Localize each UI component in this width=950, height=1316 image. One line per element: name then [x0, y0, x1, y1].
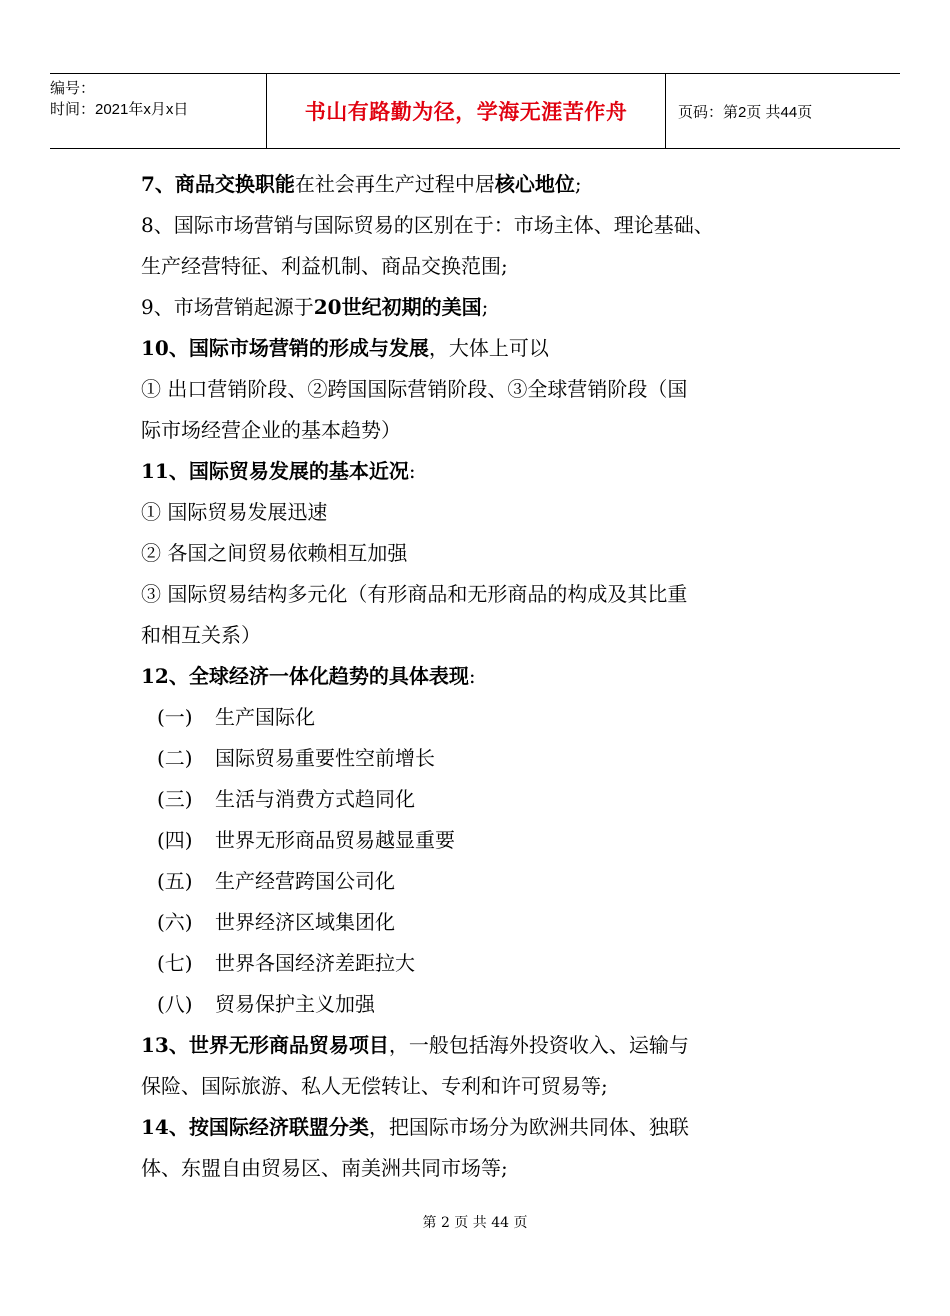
item-7: [141, 164, 841, 205]
list-item-text: 世界经济区域集团化: [215, 910, 395, 934]
item-11-point-1: ① 国际贸易发展迅速: [141, 500, 328, 524]
item-13: [141, 1025, 841, 1066]
page-header: [50, 73, 900, 149]
header-page-code: 页码：第2页 共44页: [678, 103, 813, 121]
item-10-text: ，大体上可以: [428, 336, 549, 360]
list-item-text: 生产国际化: [215, 705, 315, 729]
item-8-line-2: 生产经营特征、利益机制、商品交换范围;: [141, 254, 508, 278]
item-12: [141, 656, 841, 697]
item-9-end: ;: [481, 295, 489, 319]
item-13-term: 13、世界无形商品贸易项目: [141, 1033, 389, 1057]
item-10-line-3: 际市场经营企业的基本趋势）: [141, 418, 401, 442]
item-11-colon: :: [408, 459, 416, 483]
list-item-number: (六): [157, 910, 193, 934]
item-14-text: ，把国际市场分为欧洲共同体、独联: [368, 1115, 689, 1139]
item-10-line-2: ① 出口营销阶段、②跨国国际营销阶段、③全球营销阶段（国: [141, 377, 688, 401]
document-time-label: 时间：2021年x月x日: [50, 101, 189, 118]
item-14-term: 14、按国际经济联盟分类: [141, 1115, 369, 1139]
list-item: [141, 779, 841, 820]
item-11-point-3-line-1: ③ 国际贸易结构多元化（有形商品和无形商品的构成及其比重: [141, 582, 688, 606]
document-number-label: 编号：: [50, 80, 96, 97]
list-item: [141, 861, 841, 902]
page-footer: 第 2 页 共 44 页: [422, 1215, 528, 1231]
list-item: [141, 738, 841, 779]
header-meta: [50, 74, 266, 148]
item-9-text: 9、市场营销起源于: [141, 295, 314, 319]
list-item-number: (七): [157, 951, 193, 975]
item-9: [141, 287, 841, 328]
list-item: [141, 984, 841, 1025]
item-14: [141, 1107, 841, 1148]
item-13-line-2: 保险、国际旅游、私人无偿转让、专利和许可贸易等;: [141, 1074, 608, 1098]
list-item-number: (三): [157, 787, 193, 811]
item-10-term: 10、国际市场营销的形成与发展: [141, 336, 429, 360]
list-item-number: (八): [157, 992, 193, 1016]
list-item: [141, 697, 841, 738]
item-10: [141, 328, 841, 369]
item-8-line-1: 8、国际市场营销与国际贸易的区别在于：市场主体、理论基础、: [141, 213, 714, 237]
item-7-key: 核心地位: [494, 172, 575, 196]
list-item-text: 贸易保护主义加强: [215, 992, 375, 1016]
item-12-colon: :: [468, 664, 476, 688]
list-item-text: 生活与消费方式趋同化: [215, 787, 415, 811]
list-item: [141, 943, 841, 984]
list-item-text: 生产经营跨国公司化: [215, 869, 395, 893]
list-item-number: (五): [157, 869, 193, 893]
item-11-point-3-line-2: 和相互关系）: [141, 623, 261, 647]
item-7-end: ;: [574, 172, 582, 196]
item-12-term: 12、全球经济一体化趋势的具体表现: [141, 664, 469, 688]
list-item-text: 世界无形商品贸易越显重要: [215, 828, 455, 852]
list-item-text: 世界各国经济差距拉大: [215, 951, 415, 975]
header-slogan: 书山有路勤为径，学海无涯苦作舟: [266, 74, 666, 148]
list-item-number: (一): [157, 705, 193, 729]
item-11-point-2: ② 各国之间贸易依赖相互加强: [141, 541, 408, 565]
list-item-text: 国际贸易重要性空前增长: [215, 746, 435, 770]
list-item: [141, 820, 841, 861]
item-9-key: 20世纪初期的美国: [313, 295, 482, 319]
item-11: [141, 451, 841, 492]
item-7-text: 在社会再生产过程中居: [294, 172, 495, 196]
list-item-number: (四): [157, 828, 193, 852]
list-item-number: (二): [157, 746, 193, 770]
item-11-term: 11、国际贸易发展的基本近况: [141, 459, 409, 483]
item-7-term: 7、商品交换职能: [141, 172, 295, 196]
item-13-text: ，一般包括海外投资收入、运输与: [388, 1033, 689, 1057]
list-item: [141, 902, 841, 943]
item-14-line-2: 体、东盟自由贸易区、南美洲共同市场等;: [141, 1156, 508, 1180]
document-body: [141, 164, 841, 1189]
